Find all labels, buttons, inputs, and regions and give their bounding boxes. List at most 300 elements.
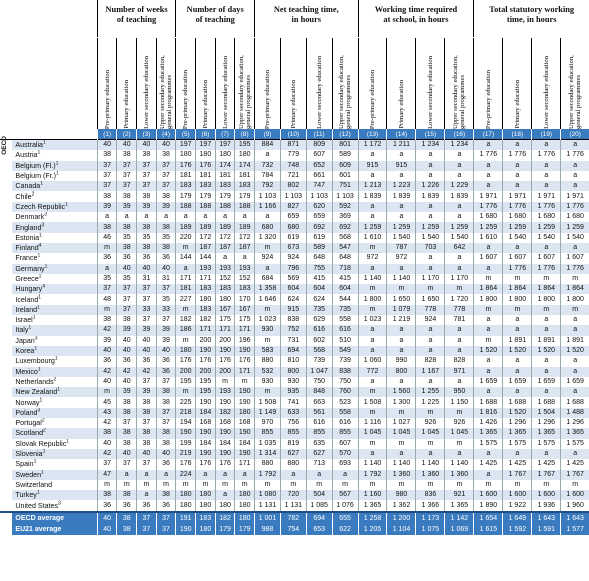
- data-cell: a: [416, 377, 445, 387]
- level-header-label: Lower secondary education: [426, 56, 434, 129]
- data-cell: 619: [306, 233, 332, 243]
- data-cell: 1 610: [474, 233, 503, 243]
- country-name: [12, 356, 97, 366]
- data-cell: 190: [235, 449, 255, 459]
- data-cell: 828: [445, 356, 474, 366]
- side-cell: [0, 284, 12, 294]
- country-name: [12, 171, 97, 181]
- data-cell: 1 575: [532, 439, 561, 449]
- data-cell: 855: [332, 428, 358, 438]
- country-name: [12, 222, 97, 232]
- side-cell: [0, 397, 12, 407]
- data-cell: m: [97, 480, 117, 490]
- data-cell: 40: [97, 140, 117, 151]
- column-number: (8): [235, 129, 255, 140]
- data-cell: m: [255, 387, 281, 397]
- data-cell: 37: [137, 161, 157, 171]
- data-cell: 183: [176, 181, 196, 191]
- data-cell: 648: [332, 253, 358, 263]
- level-header: [561, 38, 589, 130]
- data-cell: 1 936: [532, 500, 561, 511]
- data-cell: 1 223: [387, 181, 416, 191]
- data-cell: 751: [332, 181, 358, 191]
- data-cell: 1 520: [561, 346, 589, 356]
- data-cell: 1 575: [561, 439, 589, 449]
- data-cell: 760: [332, 387, 358, 397]
- data-cell: 37: [97, 284, 117, 294]
- data-cell: 37: [117, 284, 137, 294]
- average-cell: 653: [306, 524, 332, 535]
- average-cell: 190: [176, 524, 196, 535]
- level-header: [416, 38, 445, 130]
- data-cell: 1 767: [503, 470, 532, 480]
- data-cell: 171: [196, 274, 216, 284]
- data-cell: a: [474, 140, 503, 151]
- data-cell: 663: [306, 397, 332, 407]
- data-cell: 800: [387, 367, 416, 377]
- data-cell: 38: [117, 315, 137, 325]
- data-cell: 741: [280, 397, 306, 407]
- country-name: [12, 305, 97, 315]
- data-cell: 184: [235, 439, 255, 449]
- data-cell: 1 488: [561, 408, 589, 418]
- data-cell: 926: [445, 418, 474, 428]
- footnote-marker: 1: [32, 315, 36, 321]
- data-cell: a: [474, 449, 503, 459]
- data-cell: 37: [97, 459, 117, 469]
- data-cell: 1 659: [474, 377, 503, 387]
- data-cell: 181: [235, 171, 255, 181]
- data-cell: 39: [97, 336, 117, 346]
- data-cell: 38: [97, 315, 117, 325]
- data-cell: 523: [332, 397, 358, 407]
- country-name: [12, 387, 97, 397]
- data-cell: 778: [445, 305, 474, 315]
- data-cell: 819: [280, 439, 306, 449]
- data-cell: 1 259: [561, 222, 589, 232]
- data-cell: a: [445, 449, 474, 459]
- data-cell: 171: [196, 325, 216, 335]
- data-cell: 188: [235, 202, 255, 212]
- average-label: OECD average: [12, 512, 97, 524]
- data-cell: a: [196, 212, 216, 222]
- level-header-label: Upper secondary education, general programmes: [338, 55, 353, 129]
- data-cell: 190: [235, 428, 255, 438]
- country-label: Turkey: [15, 491, 37, 500]
- data-cell: 187: [196, 243, 216, 253]
- data-cell: 369: [332, 212, 358, 222]
- data-cell: m: [358, 284, 387, 294]
- data-cell: 1 607: [474, 253, 503, 263]
- data-cell: 1 839: [416, 191, 445, 201]
- country-label: Japan: [15, 336, 35, 345]
- data-cell: 1 366: [416, 500, 445, 511]
- data-cell: 828: [416, 356, 445, 366]
- country-label: Ireland: [15, 305, 38, 314]
- data-cell: 40: [156, 140, 176, 151]
- average-cell: 179: [235, 524, 255, 535]
- data-cell: 1 688: [503, 397, 532, 407]
- side-cell: [0, 387, 12, 397]
- average-cell: 988: [255, 524, 281, 535]
- data-cell: m: [474, 336, 503, 346]
- data-cell: 38: [117, 222, 137, 232]
- footnote-marker: 3: [58, 500, 61, 507]
- data-cell: a: [532, 140, 561, 151]
- data-cell: 37: [156, 171, 176, 181]
- data-cell: 720: [280, 490, 306, 500]
- data-cell: 583: [255, 346, 281, 356]
- data-cell: m: [358, 243, 387, 253]
- data-cell: 36: [97, 356, 117, 366]
- level-header: [280, 38, 306, 130]
- data-cell: 172: [215, 233, 235, 243]
- data-cell: a: [503, 449, 532, 459]
- data-cell: 604: [280, 284, 306, 294]
- average-row: [0, 524, 589, 535]
- data-cell: 181: [215, 171, 235, 181]
- country-label: Belgium (Fl.): [15, 161, 56, 170]
- data-cell: 40: [137, 336, 157, 346]
- data-cell: a: [474, 325, 503, 335]
- data-cell: 838: [332, 367, 358, 377]
- table-row: [0, 305, 589, 315]
- data-cell: m: [255, 243, 281, 253]
- data-cell: a: [532, 367, 561, 377]
- data-cell: 174: [235, 161, 255, 171]
- data-cell: 1 023: [358, 315, 387, 325]
- average-cell: 37: [156, 524, 176, 535]
- data-cell: 174: [215, 161, 235, 171]
- data-cell: 47: [97, 470, 117, 480]
- data-cell: 1 800: [474, 294, 503, 304]
- side-cell: [0, 325, 12, 335]
- country-rows: [0, 140, 589, 512]
- level-header-label: Primary education: [123, 80, 131, 129]
- column-number: (15): [416, 129, 445, 140]
- data-cell: 616: [332, 325, 358, 335]
- level-header-label: Upper secondary education, general programmes: [568, 55, 583, 129]
- data-cell: a: [358, 325, 387, 335]
- data-cell: 184: [215, 439, 235, 449]
- column-number: (18): [503, 129, 532, 140]
- data-cell: 1 060: [358, 356, 387, 366]
- data-cell: 38: [156, 191, 176, 201]
- data-cell: 1 150: [445, 397, 474, 407]
- data-cell: 732: [255, 161, 281, 171]
- data-cell: a: [97, 264, 117, 274]
- data-cell: 915: [280, 305, 306, 315]
- data-cell: a: [561, 161, 589, 171]
- footnote-marker: 1: [41, 469, 44, 476]
- data-cell: 1 540: [561, 233, 589, 243]
- data-cell: 37: [137, 171, 157, 181]
- column-number: (9): [255, 129, 281, 140]
- data-cell: 1 540: [503, 233, 532, 243]
- data-cell: 415: [306, 274, 332, 284]
- country-name: [12, 408, 97, 418]
- average-cell: 180: [196, 524, 216, 535]
- data-cell: a: [387, 212, 416, 222]
- data-cell: 735: [332, 305, 358, 315]
- footnote-marker: 1: [56, 170, 59, 177]
- data-cell: 1 600: [532, 490, 561, 500]
- country-name: [12, 336, 97, 346]
- data-cell: 38: [137, 428, 157, 438]
- data-cell: 1 076: [332, 500, 358, 511]
- side-cell: [0, 500, 12, 511]
- data-cell: 200: [215, 336, 235, 346]
- data-cell: 168: [235, 418, 255, 428]
- footnote-marker: 1: [37, 366, 41, 373]
- footnote-marker: 1: [43, 139, 46, 146]
- data-cell: 880: [280, 459, 306, 469]
- data-cell: 1 659: [532, 377, 561, 387]
- data-cell: a: [196, 470, 216, 480]
- data-cell: 183: [196, 305, 216, 315]
- footnote-marker: 1: [39, 397, 43, 404]
- column-number: (14): [387, 129, 416, 140]
- country-label: Korea: [15, 347, 35, 356]
- data-cell: a: [561, 171, 589, 181]
- group-header-1: Number of weeks of teaching: [97, 0, 176, 38]
- data-cell: 1 360: [387, 470, 416, 480]
- data-cell: a: [532, 171, 561, 181]
- data-cell: a: [503, 356, 532, 366]
- data-cell: 39: [156, 325, 176, 335]
- level-header: [196, 38, 216, 130]
- data-cell: 37: [137, 294, 157, 304]
- data-cell: 1 360: [416, 470, 445, 480]
- data-cell: 1 610: [358, 233, 387, 243]
- data-cell: 642: [445, 243, 474, 253]
- table-row: [0, 325, 589, 335]
- data-cell: m: [255, 480, 281, 490]
- data-cell: 40: [137, 449, 157, 459]
- data-cell: 1 688: [474, 397, 503, 407]
- data-cell: a: [280, 470, 306, 480]
- data-cell: 1 816: [474, 408, 503, 418]
- level-header-label: Lower secondary education: [142, 56, 150, 129]
- data-cell: 652: [306, 161, 332, 171]
- average-cell: 1 649: [503, 512, 532, 524]
- data-cell: 926: [416, 418, 445, 428]
- data-cell: 619: [280, 233, 306, 243]
- data-cell: a: [416, 346, 445, 356]
- data-cell: 739: [332, 356, 358, 366]
- data-cell: 42: [117, 367, 137, 377]
- data-cell: a: [416, 325, 445, 335]
- data-cell: 189: [196, 222, 216, 232]
- average-cell: 38: [117, 524, 137, 535]
- country-name: [12, 264, 97, 274]
- data-cell: 42: [137, 367, 157, 377]
- column-number: (6): [196, 129, 216, 140]
- average-cell: 1 643: [561, 512, 589, 524]
- data-cell: 38: [117, 191, 137, 201]
- data-cell: 37: [117, 305, 137, 315]
- data-cell: 190: [235, 346, 255, 356]
- data-cell: m: [306, 480, 332, 490]
- data-cell: m: [97, 243, 117, 253]
- data-cell: 848: [306, 387, 332, 397]
- table-row: [0, 356, 589, 366]
- data-cell: 180: [235, 490, 255, 500]
- data-cell: 224: [176, 470, 196, 480]
- country-label: Canada: [15, 182, 41, 191]
- footnote-marker: 1: [38, 273, 42, 280]
- data-cell: a: [215, 212, 235, 222]
- data-cell: 1 296: [532, 418, 561, 428]
- side-cell: [0, 367, 12, 377]
- table-row: [0, 243, 589, 253]
- data-cell: a: [474, 470, 503, 480]
- data-cell: 190: [215, 397, 235, 407]
- data-cell: 1 520: [503, 408, 532, 418]
- data-cell: 558: [332, 408, 358, 418]
- table-row: [0, 418, 589, 428]
- data-cell: a: [445, 325, 474, 335]
- data-cell: 1 023: [255, 315, 281, 325]
- data-cell: m: [358, 387, 387, 397]
- data-cell: 40: [97, 377, 117, 387]
- data-cell: 175: [215, 315, 235, 325]
- table-row: [0, 181, 589, 191]
- data-cell: a: [387, 449, 416, 459]
- data-cell: 38: [117, 439, 137, 449]
- data-cell: m: [387, 439, 416, 449]
- data-cell: a: [416, 150, 445, 160]
- data-cell: a: [445, 253, 474, 263]
- data-cell: 915: [387, 161, 416, 171]
- data-cell: 40: [156, 346, 176, 356]
- data-cell: a: [235, 470, 255, 480]
- data-cell: a: [235, 212, 255, 222]
- data-cell: 980: [387, 490, 416, 500]
- data-cell: 176: [196, 161, 216, 171]
- data-cell: 1 365: [358, 500, 387, 511]
- data-cell: 37: [117, 459, 137, 469]
- country-label: Portugal: [15, 419, 42, 428]
- data-cell: 924: [280, 253, 306, 263]
- data-cell: 181: [176, 171, 196, 181]
- level-header: [156, 38, 176, 130]
- data-cell: m: [445, 439, 474, 449]
- data-cell: 37: [117, 418, 137, 428]
- data-cell: m: [280, 480, 306, 490]
- data-cell: 609: [332, 161, 358, 171]
- data-cell: a: [306, 470, 332, 480]
- average-cell: 782: [280, 512, 306, 524]
- data-cell: 38: [117, 428, 137, 438]
- data-cell: a: [255, 150, 281, 160]
- side-cell: [0, 524, 12, 535]
- data-cell: m: [503, 305, 532, 315]
- data-cell: 1 035: [255, 439, 281, 449]
- column-number: (3): [137, 129, 157, 140]
- data-cell: 40: [117, 140, 137, 151]
- average-cell: 37: [156, 512, 176, 524]
- data-cell: a: [358, 377, 387, 387]
- data-cell: 38: [156, 222, 176, 232]
- data-cell: 1 140: [387, 274, 416, 284]
- data-cell: 1 864: [532, 284, 561, 294]
- country-name: [12, 161, 97, 171]
- country-name: [12, 253, 97, 263]
- table-row: [0, 336, 589, 346]
- data-cell: 38: [117, 150, 137, 160]
- country-label: United States: [15, 501, 58, 510]
- data-cell: m: [235, 480, 255, 490]
- data-cell: 183: [235, 284, 255, 294]
- data-cell: 195: [196, 377, 216, 387]
- data-cell: 616: [306, 325, 332, 335]
- data-cell: 1 045: [445, 428, 474, 438]
- average-cell: 1 654: [474, 512, 503, 524]
- column-number: (7): [215, 129, 235, 140]
- data-cell: 176: [235, 356, 255, 366]
- data-cell: 1 365: [503, 428, 532, 438]
- data-cell: 800: [280, 367, 306, 377]
- data-cell: 36: [117, 253, 137, 263]
- average-cell: 182: [215, 512, 235, 524]
- data-cell: 1 425: [561, 459, 589, 469]
- side-cell: [0, 233, 12, 243]
- data-cell: 1 540: [445, 233, 474, 243]
- data-cell: 36: [156, 500, 176, 511]
- column-number: (1): [97, 129, 117, 140]
- data-cell: a: [358, 264, 387, 274]
- data-cell: 40: [117, 346, 137, 356]
- data-cell: 40: [117, 449, 137, 459]
- data-cell: 1 659: [561, 377, 589, 387]
- data-cell: 592: [332, 202, 358, 212]
- data-cell: a: [503, 387, 532, 397]
- data-cell: a: [416, 202, 445, 212]
- data-cell: 33: [156, 305, 176, 315]
- data-cell: 1 226: [416, 181, 445, 191]
- data-cell: m: [387, 480, 416, 490]
- data-cell: a: [503, 325, 532, 335]
- data-cell: 1 045: [387, 428, 416, 438]
- data-cell: 37: [137, 315, 157, 325]
- country-label: Estonia: [15, 233, 40, 242]
- data-cell: 40: [156, 449, 176, 459]
- level-header: [306, 38, 332, 130]
- data-cell: 1 320: [255, 233, 281, 243]
- data-cell: 1 680: [474, 212, 503, 222]
- data-cell: 180: [196, 294, 216, 304]
- country-name: [12, 377, 97, 387]
- level-header-label: Lower secondary education: [315, 56, 323, 129]
- data-cell: 179: [235, 191, 255, 201]
- data-cell: a: [474, 181, 503, 191]
- country-name: [12, 367, 97, 377]
- side-cell: [0, 315, 12, 325]
- data-cell: 190: [176, 428, 196, 438]
- data-cell: 718: [332, 264, 358, 274]
- data-cell: 167: [215, 305, 235, 315]
- data-cell: a: [561, 243, 589, 253]
- level-header: [445, 38, 474, 130]
- data-cell: 884: [255, 140, 281, 151]
- data-cell: a: [137, 470, 157, 480]
- data-cell: a: [137, 212, 157, 222]
- data-cell: 39: [137, 387, 157, 397]
- data-cell: 193: [196, 264, 216, 274]
- data-cell: 1 776: [503, 202, 532, 212]
- data-cell: 171: [215, 325, 235, 335]
